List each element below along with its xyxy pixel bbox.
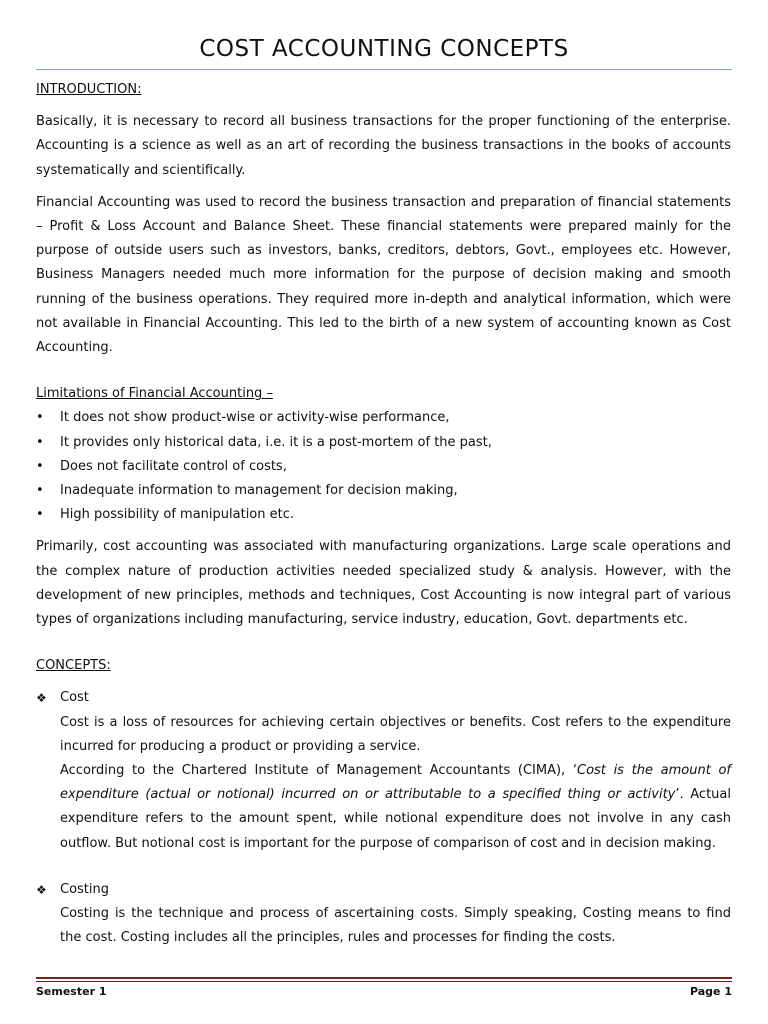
footer-page-number: Page 1	[689, 985, 732, 998]
limitations-list	[36, 406, 731, 527]
footer-rule-thin	[36, 981, 732, 982]
costing-paragraph-1: Costing is the technique and process of ascertaining costs. Simply speaking, Costing means to find the cost. Costing includes all the principles, rules and processes for finding the costs.	[60, 906, 731, 946]
bullet-icon: •	[36, 507, 44, 523]
list-item-text: It provides only historical data, i.e. it is a post-mortem of the past,	[60, 434, 492, 450]
concept-costing-heading	[36, 878, 731, 902]
footer-rule-thick	[36, 977, 732, 979]
limitations-heading: Limitations of Financial Accounting –	[36, 386, 273, 402]
intro-paragraph-2: Financial Accounting was used to record the business transaction and preparation of financial statements – Profit & Loss Account and Balance Sheet. These financial statements were prepared mainly for the purpose of outside users such as investors, banks, creditors, debtors, Govt., employees etc. However, Business Managers needed much more information for the purpose of decision making and smooth running of the business operations. They required more in-depth and analytical information, which were not available in Financial Accounting. This led to the birth of a new system of accounting known as Cost Accounting.	[36, 194, 731, 356]
cost-paragraph-2	[60, 759, 731, 856]
diamond-bullet-icon: ❖	[36, 882, 47, 897]
cost-quote-suffix: ’. Actual expenditure refers to the amount spent, while notional expenditure does not involve in any cash outflow. But notional cost is important for the purpose of comparison of cost and in decision making.	[60, 787, 731, 851]
concept-cost-heading	[36, 686, 731, 710]
title-underline-rule	[36, 69, 732, 70]
bullet-icon: •	[36, 434, 44, 450]
concept-label: Cost	[60, 690, 89, 706]
diamond-bullet-icon: ❖	[36, 691, 47, 706]
primarily-paragraph: Primarily, cost accounting was associated with manufacturing organizations. Large scale operations and the complex nature of production activities needed specialized study & analysis. However, with the development of new principles, methods and techniques, Cost Accounting is now integral part of various types of organizations including manufacturing, service industry, education, Govt. departments etc.	[36, 539, 731, 628]
concept-cost-body	[36, 711, 731, 856]
list-item-text: High possibility of manipulation etc.	[60, 507, 295, 523]
intro-paragraph-1: Basically, it is necessary to record all business transactions for the proper functioning of the enterprise. Accounting is a science as well as an art of recording the business transactions in the books of accounts systematically and scientifically.	[36, 114, 731, 178]
introduction-heading: INTRODUCTION:	[36, 82, 142, 97]
bullet-icon: •	[36, 410, 44, 426]
list-item	[36, 455, 731, 479]
footer-semester: Semester 1	[36, 985, 107, 998]
list-item-text: Does not facilitate control of costs,	[60, 458, 287, 474]
concept-costing-body	[36, 902, 731, 950]
concepts-heading: CONCEPTS:	[36, 658, 111, 674]
bullet-icon: •	[36, 458, 44, 474]
list-item	[36, 479, 731, 503]
list-item-text: It does not show product-wise or activity-wise performance,	[60, 410, 450, 426]
list-item	[36, 406, 731, 430]
list-item	[36, 431, 731, 455]
cost-quote-prefix: According to the Chartered Institute of Management Accountants (CIMA), ‘	[60, 763, 577, 779]
list-item-text: Inadequate information to management for decision making,	[60, 483, 458, 499]
cost-paragraph-1: Cost is a loss of resources for achieving certain objectives or benefits. Cost refers to the expenditure incurred for producing a product or providing a service.	[60, 714, 731, 754]
cima-definition-quote: Cost is the amount of expenditure (actual or notional) incurred on or attributable to a specified thing or activity	[60, 763, 731, 803]
bullet-icon: •	[36, 483, 44, 499]
concept-label: Costing	[60, 881, 110, 897]
list-item	[36, 503, 731, 527]
document-body	[36, 78, 731, 951]
page-title: COST ACCOUNTING CONCEPTS	[199, 36, 569, 62]
